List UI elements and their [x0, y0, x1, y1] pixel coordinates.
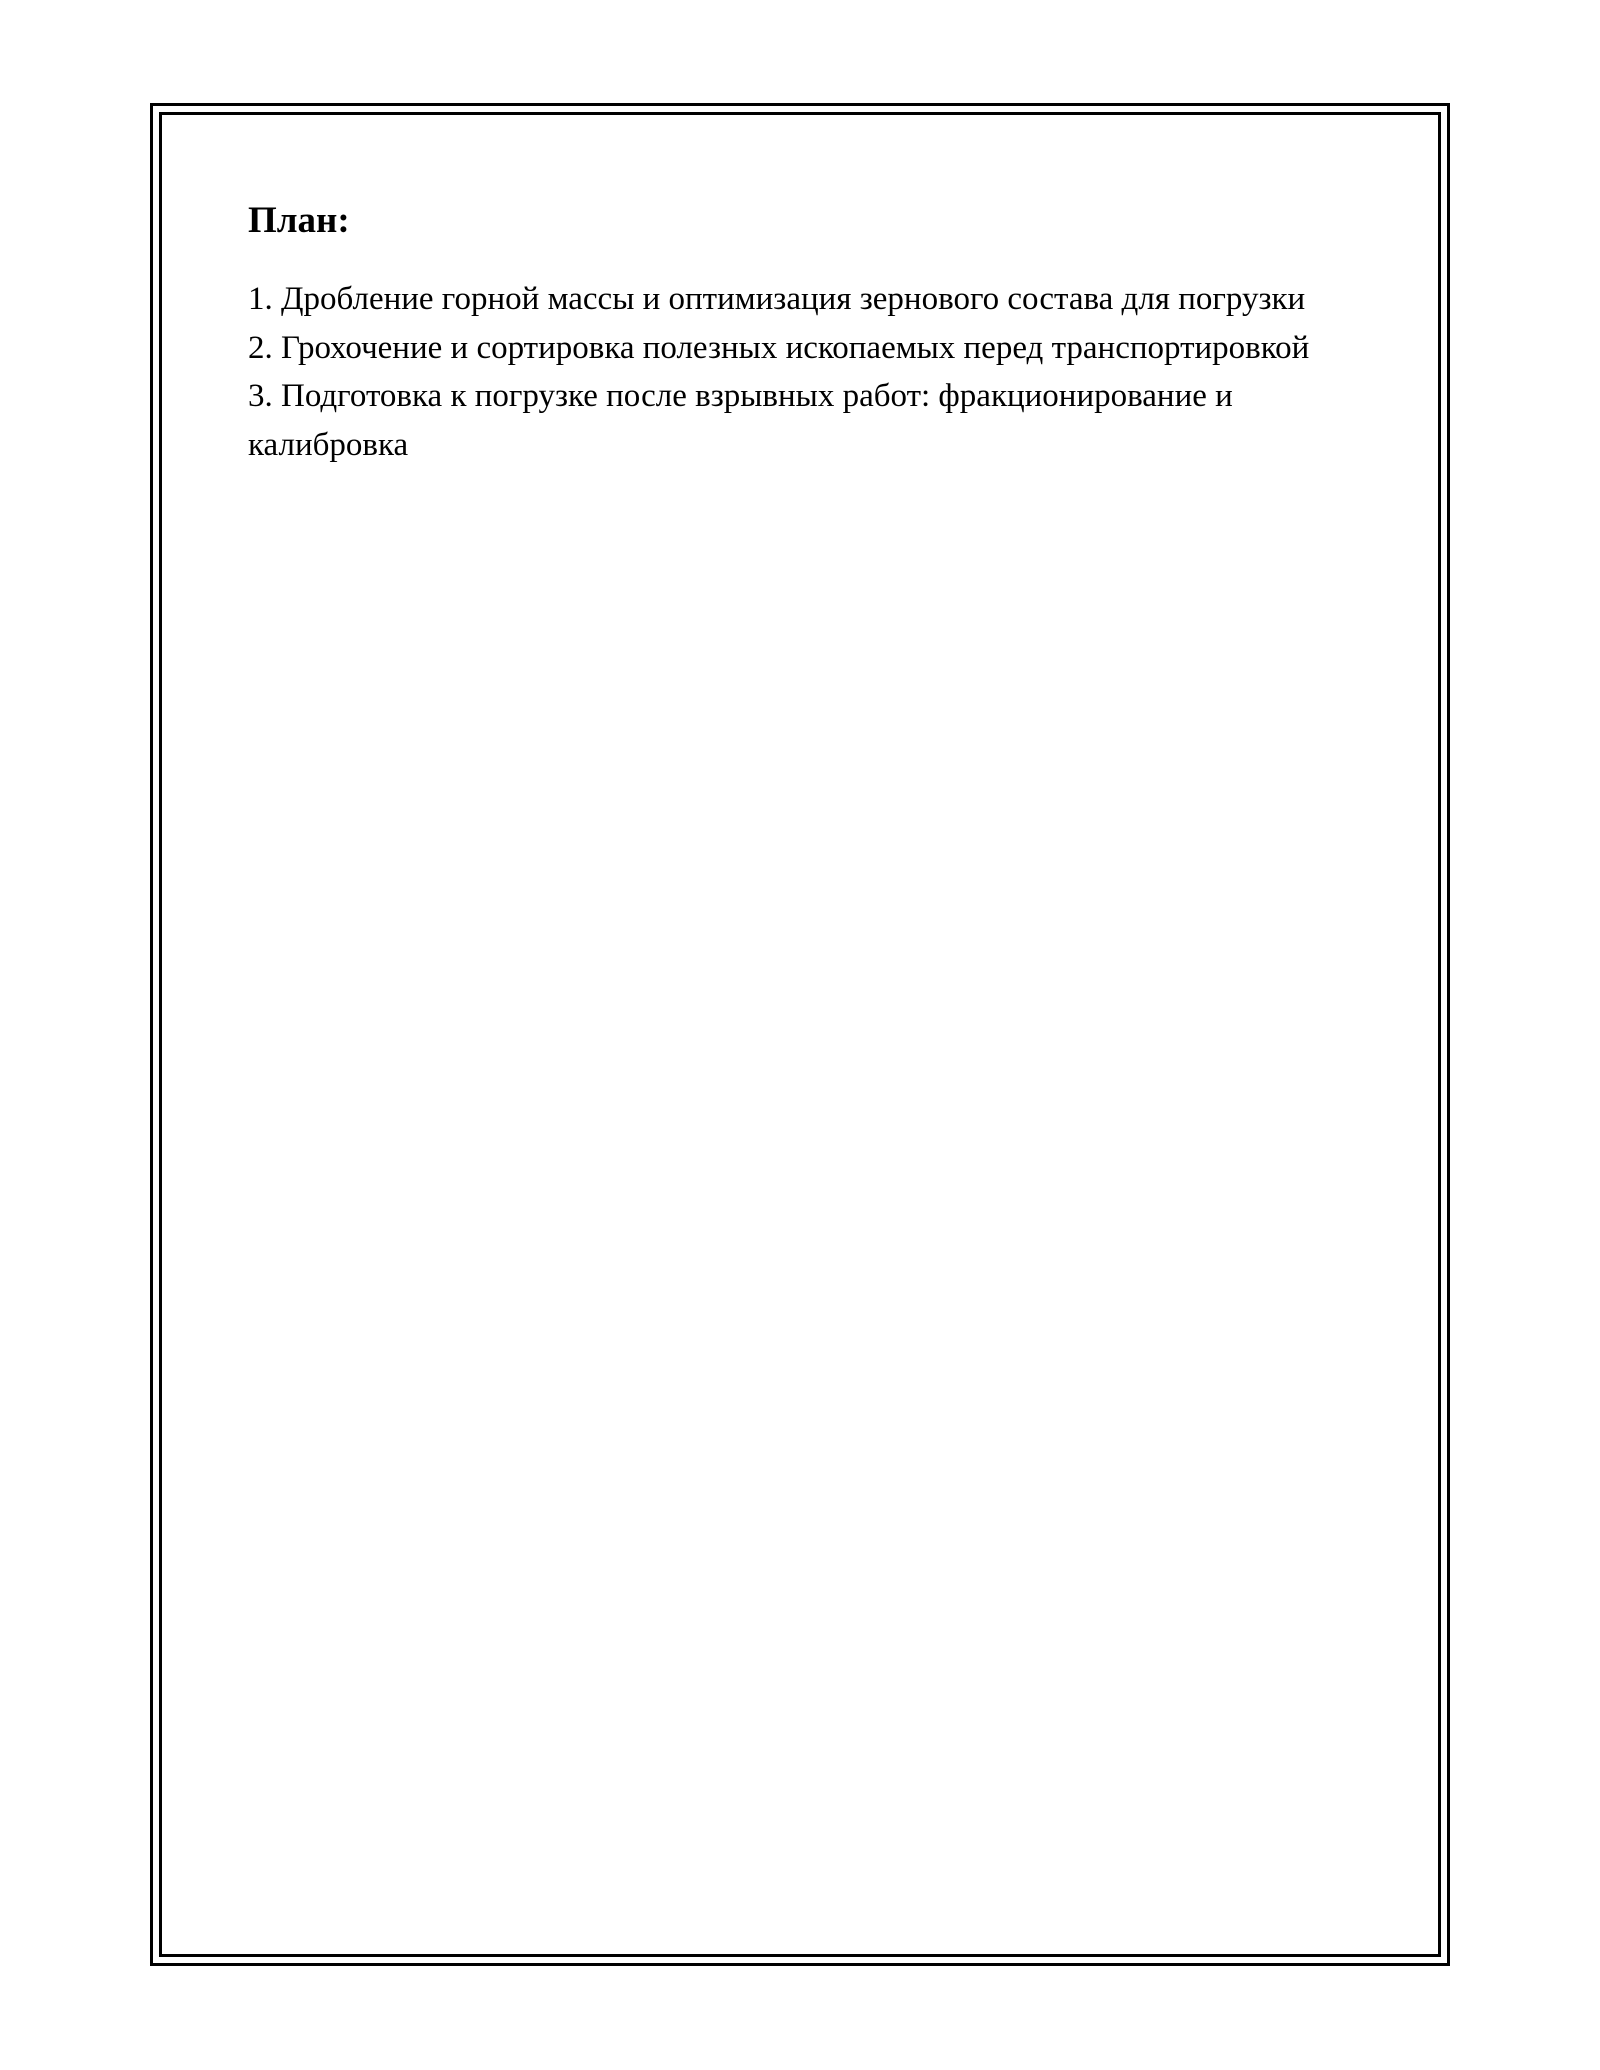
plan-list — [248, 275, 1378, 469]
plan-heading: План: — [248, 200, 350, 241]
plan-item-2: 2. Грохочение и сортировка полезных ископаемых перед транспортировкой — [248, 329, 1310, 366]
page-frame-inner-border — [159, 112, 1441, 1957]
document-content — [248, 199, 1378, 469]
plan-item-1: 1. Дробление горной массы и оптимизация зернового состава для погрузки — [248, 281, 1306, 317]
page-frame-outer-border — [150, 103, 1450, 1966]
plan-item-3: 3. Подготовка к погрузке после взрывных работ: фракционирование и калибровка — [248, 378, 1233, 463]
